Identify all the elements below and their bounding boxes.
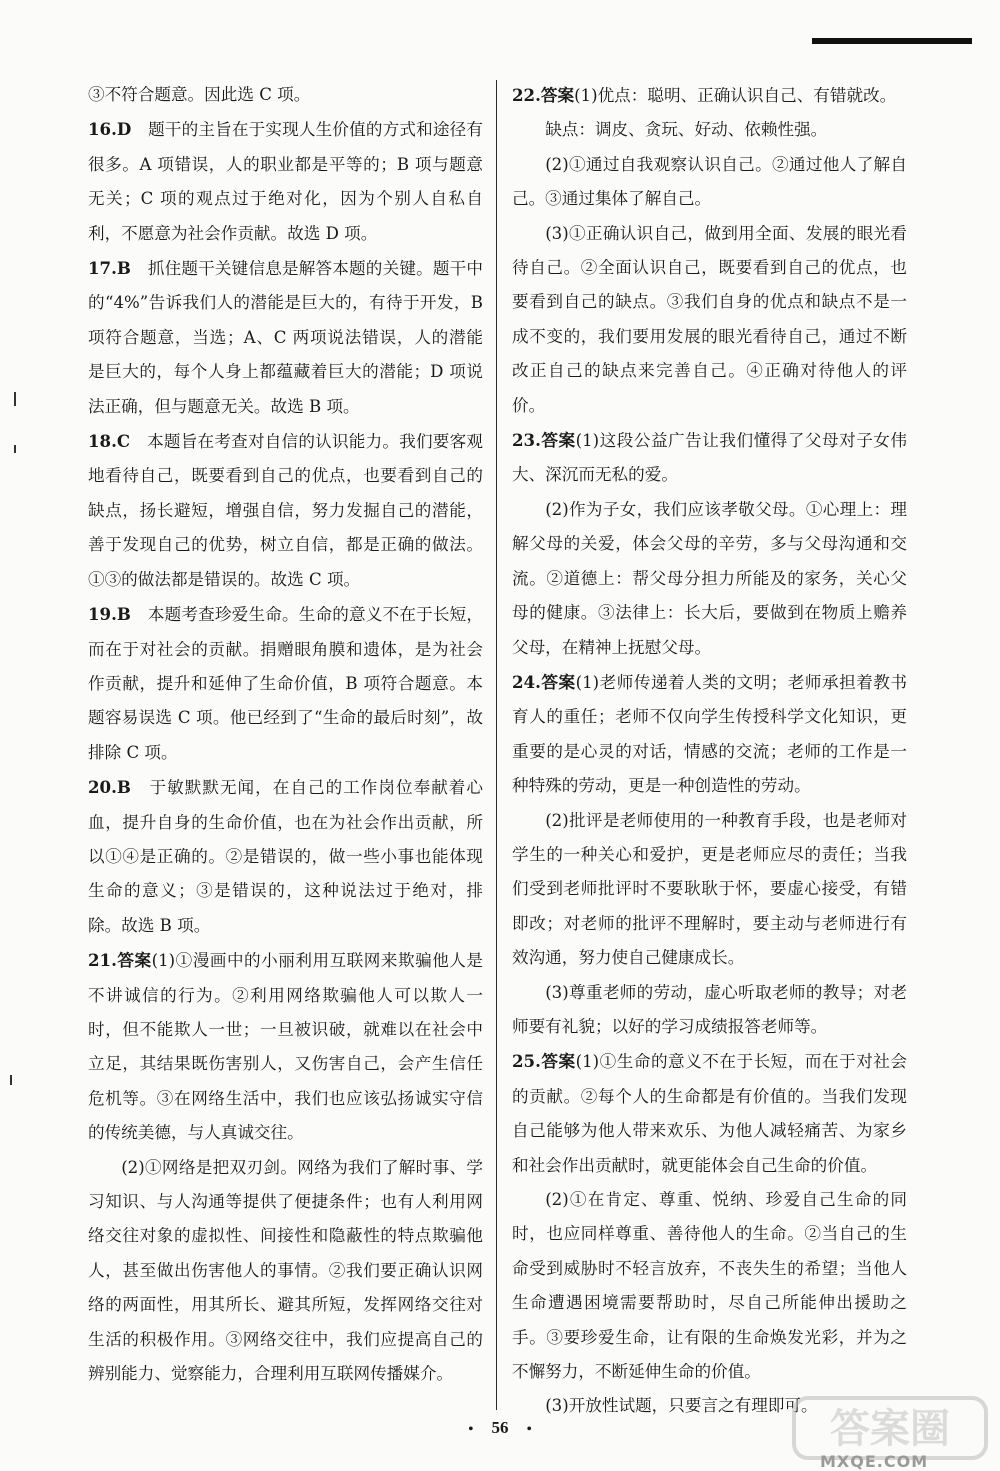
answer-tag: D xyxy=(116,119,132,140)
answer-text: (2)作为子女，我们应该孝敬父母。①心理上：理解父母的关爱，体会父母的辛劳，多与父母沟通和交流。②道德上：帮父母分担力所能及的家务，关心父母的健康。③法律上：长大后，要做到在物质上赡养父母，在精神上抚慰父母。 xyxy=(512,499,907,657)
answer-text: (1)①漫画中的小丽利用互联网来欺骗他人是不讲诚信的行为。②利用网络欺骗他人可以欺人一时，但不能欺人一世；一旦被识破，就难以在社会中立足，其结果既伤害别人，又伤害自己，会产生信任危机等。③在网络生活中，我们也应该弘扬诚实守信的传统美德，与人真诚交往。 xyxy=(88,951,484,1143)
answer-text: 于敏默默无闻，在自己的工作岗位奉献着心血，提升自身的生命价值，也在为社会作出贡献，所以①④是正确的。②是错误的，做一些小事也能体现生命的意义；③是错误的，这种说法过于绝对，排除。故选 B 项。 xyxy=(88,778,483,935)
page-footer xyxy=(0,1418,1000,1438)
answer-text: (3)开放性试题，只要言之有理即可。 xyxy=(545,1396,818,1416)
answer-paragraph xyxy=(88,112,483,251)
answer-tag: 答案 xyxy=(540,85,575,105)
answer-tag: B xyxy=(116,604,131,625)
answer-paragraph xyxy=(88,424,483,597)
answer-paragraph xyxy=(512,665,907,804)
answer-text: (1)这段公益广告让我们懂得了父母对子女伟大、深沉而无私的爱。 xyxy=(512,431,908,485)
answer-tag: C xyxy=(116,431,131,452)
footer-dot: • xyxy=(526,1422,532,1437)
answer-text: 本题考查珍爱生命。生命的意义不在于长短，而在于对社会的贡献。捐赠眼角膜和遗体，是为社会作贡献，提升和延伸了生命价值，B 项符合题意。本题容易误选 C 项。他已经到了“生命的最后时刻”，故排除 C 项。 xyxy=(88,605,483,762)
answer-paragraph xyxy=(512,113,907,147)
answer-text: (2)①在肯定、尊重、悦纳、珍爱自己生命的同时，也应同样尊重、善待他人的生命。②当自己的生命受到威胁时不轻言放弃，不丧失生的希望；当他人生命遭遇困境需要帮助时，尽自己所能伸出援助之手。③要珍爱生命，让有限的生命焕发光彩，并为之不懈努力，不断延伸生命的价值。 xyxy=(512,1190,907,1382)
answer-text: 抓住题干关键信息是解答本题的关键。题干中的“4%”告诉我们人的潜能是巨大的，有待于开发，B 项符合题意，当选；A、C 两项说法错误，人的潜能是巨大的，每个人身上都蕴藏着巨大的潜能；D 项说法正确，但与题意无关。故选 B 项。 xyxy=(88,259,483,416)
answer-paragraph xyxy=(512,1044,907,1183)
answer-tag: 答案 xyxy=(540,671,576,692)
column-divider xyxy=(496,80,497,1410)
answer-text: (1)优点：聪明、正确认识自己、有错就改。 xyxy=(574,86,897,105)
question-number: 19. xyxy=(88,604,117,625)
question-number: 17. xyxy=(88,258,117,279)
answer-paragraph xyxy=(512,493,907,665)
scan-mark xyxy=(14,445,16,453)
question-number: 16. xyxy=(88,119,117,140)
answer-text: (3)①正确认识自己，做到用全面、发展的眼光看待自己。②全面认识自己，既要看到自己的优点，也要看到自己的缺点。③我们自身的优点和缺点不是一成不变的，我们要用发展的眼光看待自己，通过不断改正自己的缺点来完善自己。④正确对待他人的评价。 xyxy=(512,223,907,415)
scan-mark xyxy=(14,392,16,406)
answer-text: (1)老师传递着人类的文明；老师承担着教书育人的重任；老师不仅向学生传授科学文化知识，更重要的是心灵的对话，情感的交流；老师的工作是一种特殊的劳动，更是一种创造性的劳动。 xyxy=(512,672,908,796)
answer-paragraph xyxy=(88,251,483,424)
question-number: 22. xyxy=(512,85,541,105)
footer-dot: • xyxy=(468,1422,474,1437)
question-number: 21. xyxy=(88,950,117,971)
right-column xyxy=(512,78,907,1424)
answer-text: (2)①通过自我观察认识自己。②通过他人了解自己。③通过集体了解自己。 xyxy=(512,154,907,209)
answer-tag: 答案 xyxy=(540,430,576,451)
scan-mark xyxy=(10,1075,12,1085)
answer-paragraph xyxy=(512,804,907,976)
answer-text: 题干的主旨在于实现人生价值的方式和途径有很多。A 项错误，人的职业都是平等的；B 项与题意无关；C 项的观点过于绝对化，因为个别人自私自利，不愿意为社会作贡献。故选 D 项。 xyxy=(88,120,483,243)
answer-tag: B xyxy=(116,777,131,798)
page-number: 56 xyxy=(491,1418,509,1437)
answer-tag: 答案 xyxy=(116,950,152,971)
answer-paragraph xyxy=(512,1183,907,1389)
question-number: 24. xyxy=(512,671,541,692)
question-number: 25. xyxy=(512,1051,541,1072)
answer-text: 本题旨在考查对自信的认识能力。我们要客观地看待自己，既要看到自己的优点，也要看到自己的缺点，扬长避短，增强自信，努力发掘自己的潜能，善于发现自己的优势，树立自信，都是正确的做法。①③的做法都是错误的。故选 C 项。 xyxy=(88,432,483,589)
answer-text: ③不符合题意。因此选 C 项。 xyxy=(88,85,311,104)
answer-text: (2)批评是老师使用的一种教育手段，也是老师对学生的一种关心和爱护，更是老师应尽的责任；当我们受到老师批评时不要耿耿于怀，要虚心接受，有错即改；对老师的批评不理解时，要主动与老师进行有效沟通，努力使自己健康成长。 xyxy=(512,810,907,968)
answer-text: 缺点：调皮、贪玩、好动、依赖性强。 xyxy=(545,120,828,140)
question-number: 20. xyxy=(88,777,117,798)
header-rule xyxy=(812,38,972,44)
answer-paragraph xyxy=(512,217,907,423)
answer-paragraph xyxy=(512,78,907,113)
answer-text: (3)尊重老师的劳动，虚心听取老师的教导；对老师要有礼貌；以好的学习成绩报答老师等。 xyxy=(512,982,907,1036)
answer-paragraph xyxy=(88,943,483,1150)
answer-text: (1)①生命的意义不在于长短，而在于对社会的贡献。②每个人的生命都是有价值的。当我们发现自己能够为他人带来欢乐、为他人减轻痛苦、为家乡和社会作出贡献时，就更能体会自己生命的价值。 xyxy=(512,1052,908,1175)
answer-paragraph xyxy=(88,78,483,112)
watermark-site: MXQE.COM xyxy=(820,1452,929,1471)
question-number: 23. xyxy=(512,430,541,451)
answer-paragraph xyxy=(512,148,907,217)
answer-text: (2)①网络是把双刃剑。网络为我们了解时事、学习知识、与人沟通等提供了便捷条件；也有人利用网络交往对象的虚拟性、间接性和隐蔽性的特点欺骗他人，甚至做出伤害他人的事情。②我们要正确认识网络的两面性，用其所长、避其所短，发挥网络交往对生活的积极作用。③网络交往中，我们应提高自己的辨别能力、觉察能力，合理利用互联网传播媒介。 xyxy=(88,1157,483,1384)
answer-tag: B xyxy=(116,258,131,279)
question-number: 18. xyxy=(88,431,117,452)
svg-text:答案圈: 答案圈 xyxy=(830,1406,950,1452)
answer-paragraph xyxy=(512,976,907,1045)
answer-paragraph xyxy=(512,423,907,493)
answer-paragraph xyxy=(88,770,483,943)
left-column xyxy=(88,78,483,1391)
answer-paragraph xyxy=(88,597,483,770)
answer-paragraph xyxy=(88,1151,483,1392)
answer-tag: 答案 xyxy=(540,1051,576,1072)
